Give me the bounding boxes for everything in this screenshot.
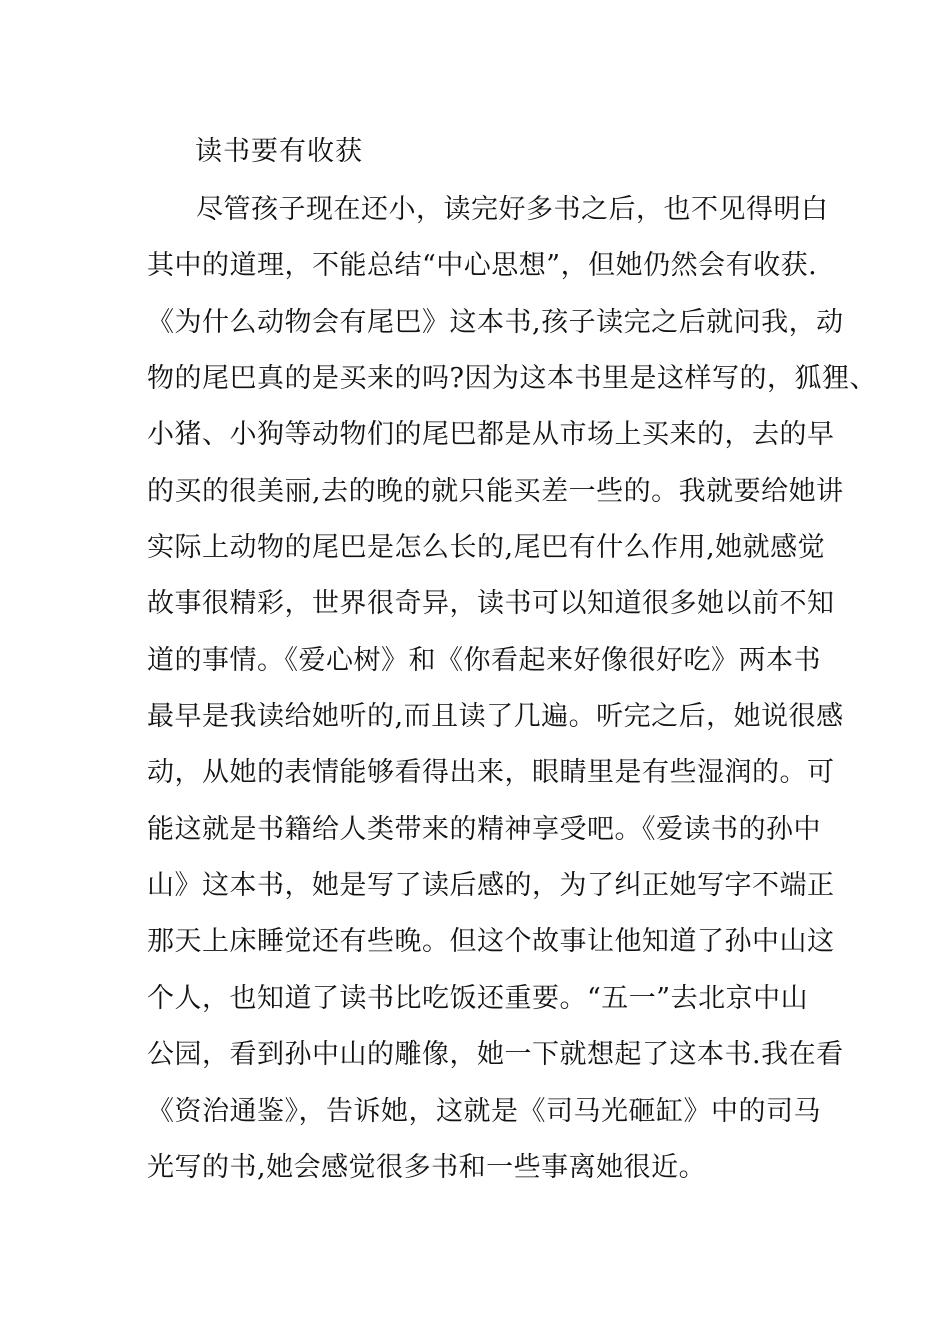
- paragraph-line: 公园，看到孙中山的雕像，她一下就想起了这本书.我在看: [147, 1039, 844, 1071]
- paragraph-line: 小猪、小狗等动物们的尾巴都是从市场上买来的，去的早: [147, 419, 835, 451]
- paragraph-line: 尽管孩子现在还小，读完好多书之后，也不见得明白: [196, 194, 829, 225]
- paragraph-line: 能这就是书籍给人类带来的精神享受吧。《爱读书的孙中: [147, 813, 821, 845]
- paragraph-line: 最早是我读给她听的,而且读了几遍。听完之后，她说很感: [147, 701, 844, 733]
- document-paragraph: [147, 190, 877, 1204]
- paragraph-line: 其中的道理，不能总结“中心思想”，但她仍然会有收获.: [147, 250, 818, 282]
- paragraph-line: 光写的书,她会感觉很多书和一些事离她很近。: [147, 1151, 707, 1183]
- paragraph-line: 山》这本书，她是写了读后感的，为了纠正她写字不端正: [147, 870, 835, 902]
- paragraph-line: 个人，也知道了读书比吃饭还重要。“五一”去北京中山: [147, 982, 809, 1014]
- paragraph-line: 那天上床睡觉还有些晚。但这个故事让他知道了孙中山这: [147, 926, 835, 958]
- document-title: 读书要有收获: [195, 136, 363, 167]
- paragraph-line: 动，从她的表情能够看得出来，眼睛里是有些湿润的。可: [147, 757, 835, 789]
- paragraph-line: 故事很精彩，世界很奇异，读书可以知道很多她以前不知: [147, 588, 835, 620]
- paragraph-line: 道的事情。《爱心树》和《你看起来好像很好吃》两本书: [147, 644, 821, 676]
- paragraph-line: 物的尾巴真的是买来的吗?因为这本书里是这样写的，狐狸、: [147, 363, 877, 395]
- paragraph-line: 《为什么动物会有尾巴》这本书,孩子读完之后就问我，动: [147, 306, 844, 338]
- paragraph-line: 《资治通鉴》，告诉她，这就是《司马光砸缸》中的司马: [147, 1095, 821, 1127]
- paragraph-line: 的买的很美丽,去的晚的就只能买差一些的。我就要给她讲: [147, 475, 844, 507]
- paragraph-line: 实际上动物的尾巴是怎么长的,尾巴有什么作用,她就感觉: [147, 532, 826, 564]
